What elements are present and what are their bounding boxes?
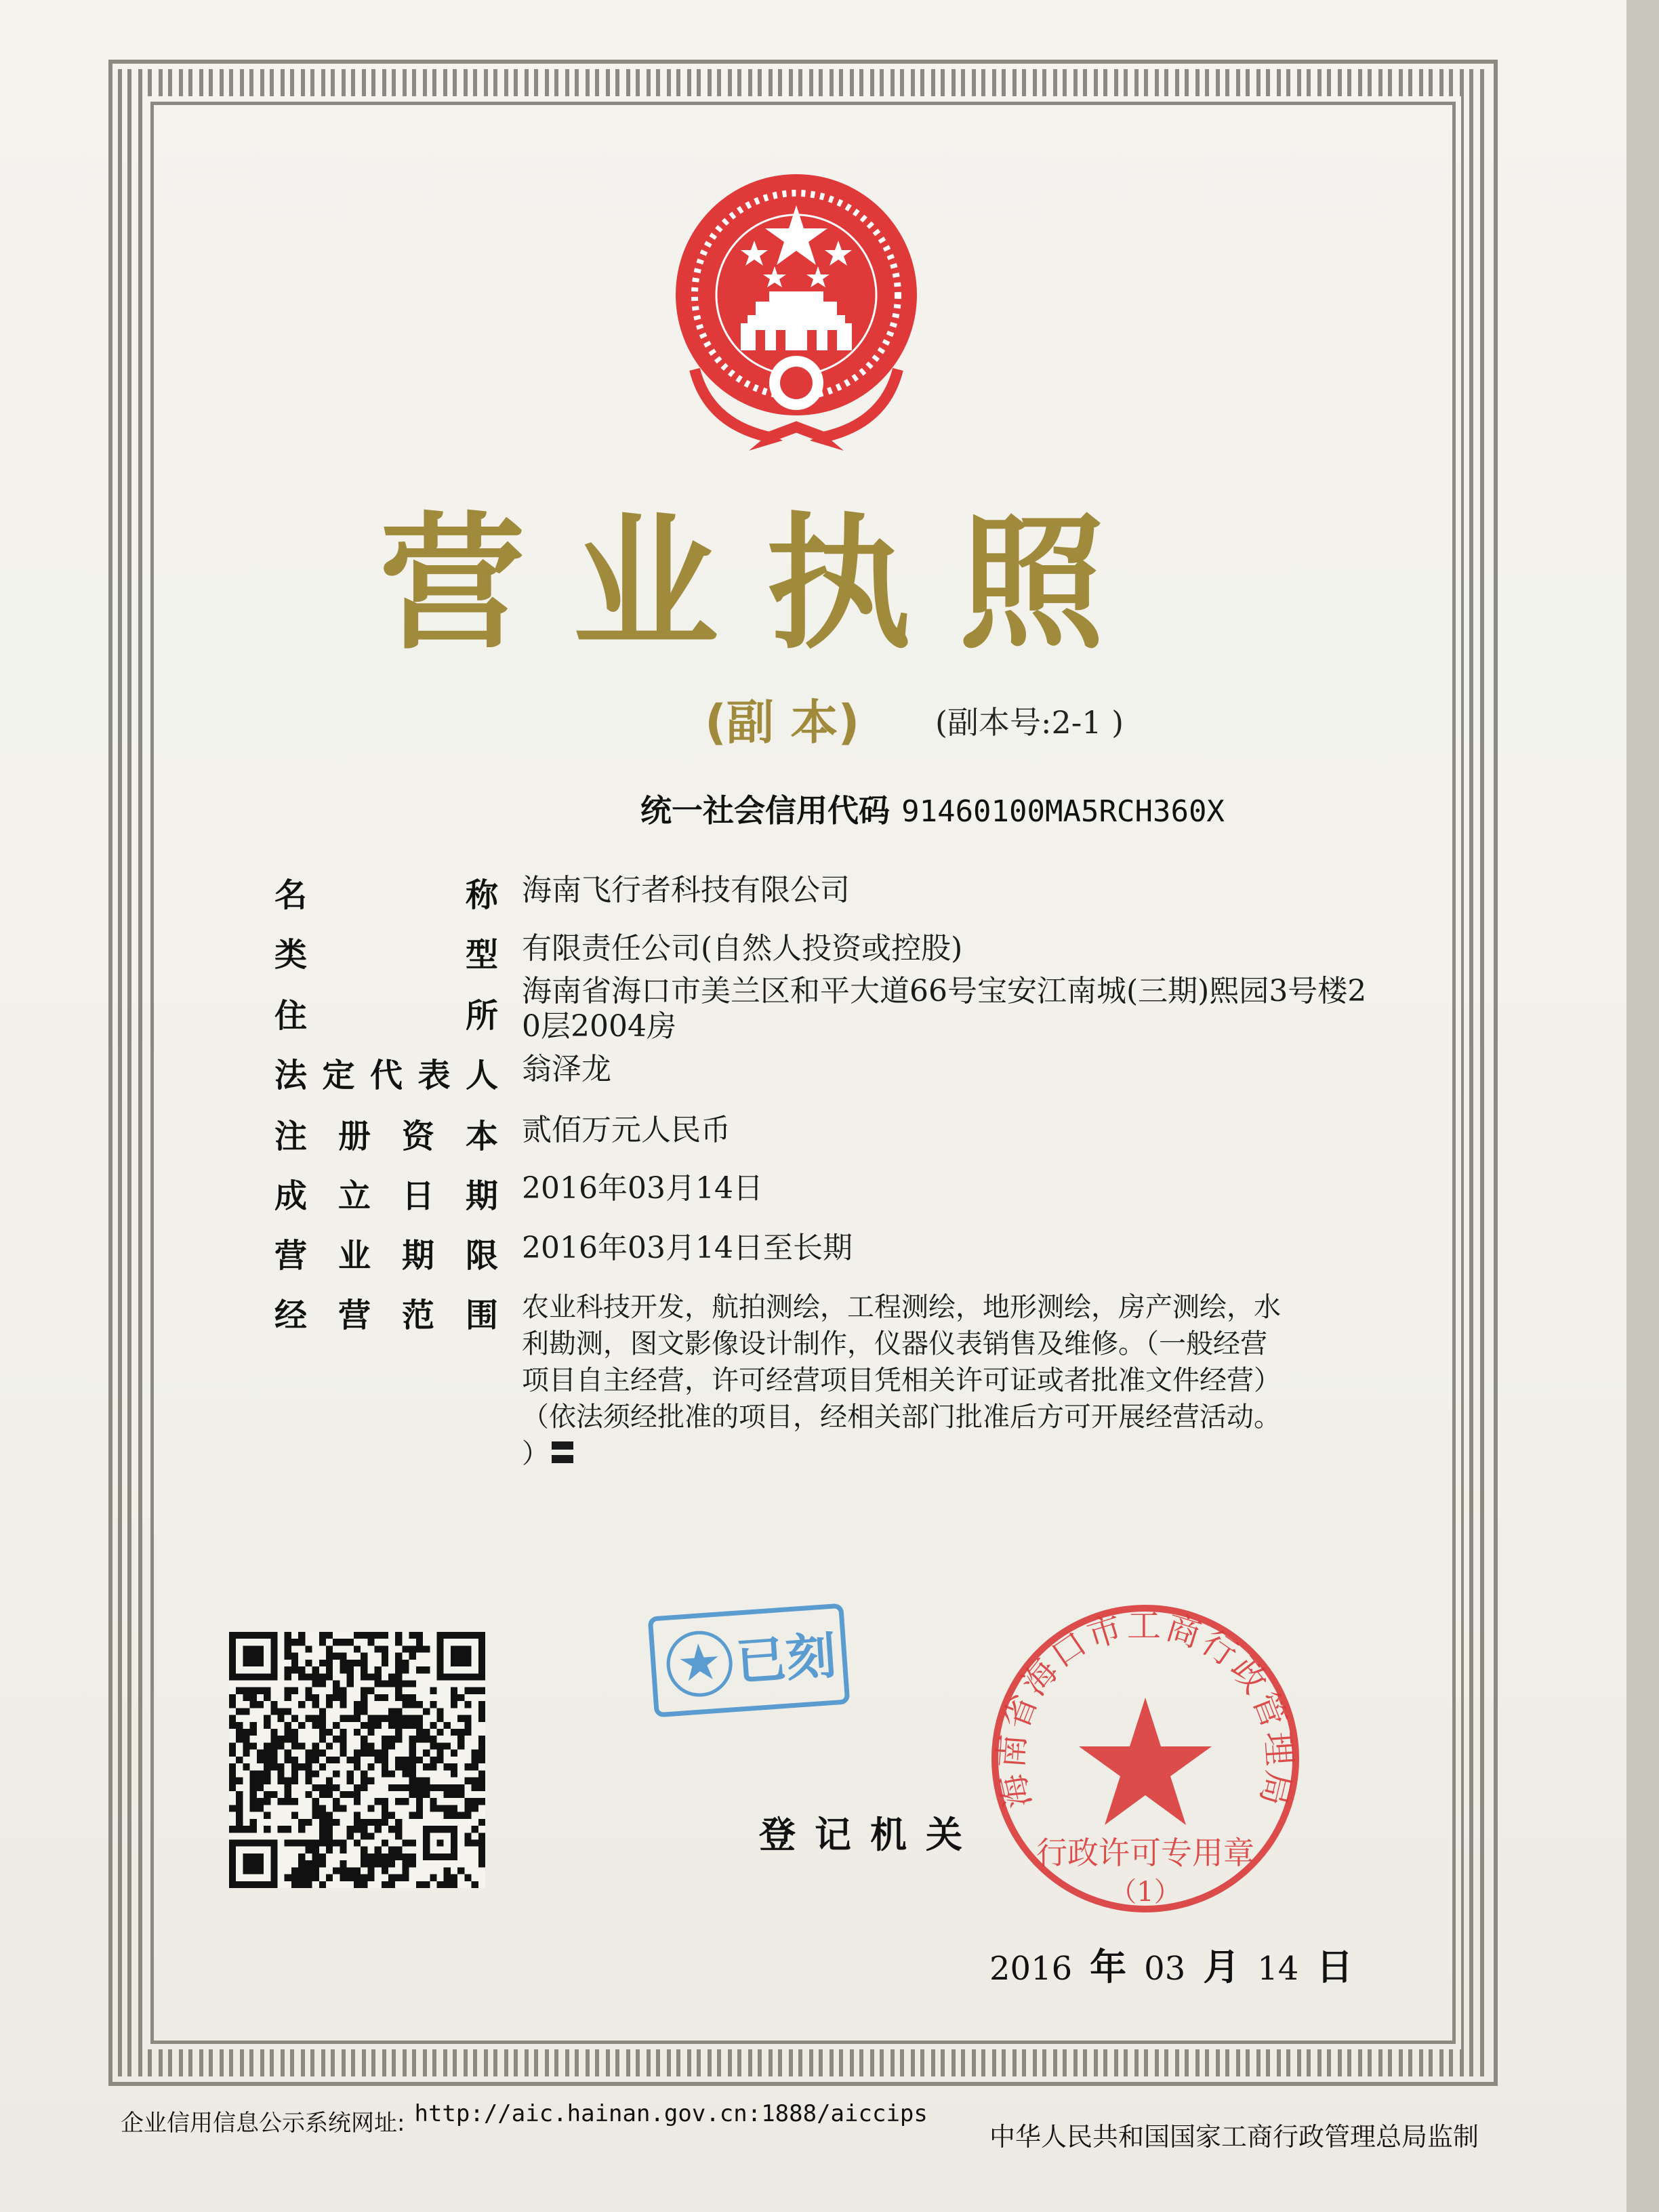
field-value-term: 2016年03月14日至长期 (522, 1231, 853, 1265)
issue-date (989, 1938, 1370, 1990)
field-label-scope: 经 营 范 围 (274, 1296, 498, 1334)
official-seal (983, 1596, 1308, 1921)
field-value-legal-rep: 翁泽龙 (522, 1052, 611, 1086)
field-value-name: 海南飞行者科技有限公司 (522, 873, 850, 907)
field-value-established: 2016年03月14日 (522, 1171, 763, 1206)
field-value-capital: 贰佰万元人民币 (522, 1113, 731, 1147)
document-title: 营业执照 (380, 499, 1152, 669)
field-value-scope (522, 1289, 1423, 1472)
field-label-established: 成 立 日 期 (274, 1177, 498, 1215)
credit-code-label: 统一社会信用代码 (640, 792, 890, 829)
copy-label: (副 本) (705, 695, 860, 750)
copy-number: (副本号:2-1 ) (935, 704, 1124, 741)
field-label-name: 名 称 (274, 876, 498, 914)
scope-line: 利勘测，图文影像设计制作，仪器仪表销售及维修。（一般经营 (522, 1328, 1267, 1359)
seal-outer-text: 海南省海口市工商行政管理局 (991, 1605, 1300, 1812)
national-emblem-icon (668, 166, 925, 451)
issue-month: 03 (1144, 1950, 1186, 1988)
issue-day-unit: 日 (1316, 1946, 1353, 1988)
seal-number: （1） (1109, 1877, 1181, 1908)
field-label-type: 类 型 (274, 936, 498, 974)
scope-line: 农业科技开发，航拍测绘，工程测绘，地形测绘，房产测绘，水 (522, 1292, 1281, 1323)
footer-website-label: 企业信用信息公示系统网址: (121, 2110, 405, 2137)
engraved-stamp-text: 已刻 (734, 1626, 838, 1692)
field-label-legal-rep: 法 定 代 表 人 (274, 1057, 498, 1094)
field-label-capital: 注 册 资 本 (274, 1118, 498, 1155)
issue-day: 14 (1257, 1950, 1299, 1988)
issue-year-unit: 年 (1090, 1946, 1127, 1988)
registration-authority-label: 登记机关 (759, 1814, 981, 1856)
engraved-stamp (647, 1603, 851, 1718)
credit-code-value: 91460100MA5RCH360X (901, 794, 1225, 829)
field-label-address: 住 所 (274, 997, 498, 1035)
scope-line: 项目自主经营，许可经营项目凭相关许可证或者批准文件经营） (522, 1365, 1281, 1396)
scope-line: ）〓 (522, 1438, 576, 1469)
field-value-address: 海南省海口市美兰区和平大道66号宝安江南城(三期)熙园3号楼2 0层2004房 (522, 974, 1367, 1044)
credit-code-row (640, 786, 1225, 831)
seal-inner-text: 行政许可专用章 (1036, 1835, 1254, 1871)
scope-line: （依法须经批准的项目，经相关部门批准后方可开展经营活动。 (522, 1401, 1281, 1433)
footer-website-url[interactable]: http://aic.hainan.gov.cn:1888/aiccips (414, 2100, 928, 2127)
issue-month-unit: 月 (1203, 1946, 1240, 1988)
field-value-type: 有限责任公司(自然人投资或控股) (522, 931, 963, 966)
footer-supervisor: 中华人民共和国国家工商行政管理总局监制 (989, 2122, 1479, 2152)
field-label-term: 营 业 期 限 (274, 1237, 498, 1275)
footer-website (121, 2100, 928, 2137)
qr-code[interactable] (229, 1632, 485, 1888)
issue-year: 2016 (989, 1950, 1073, 1988)
